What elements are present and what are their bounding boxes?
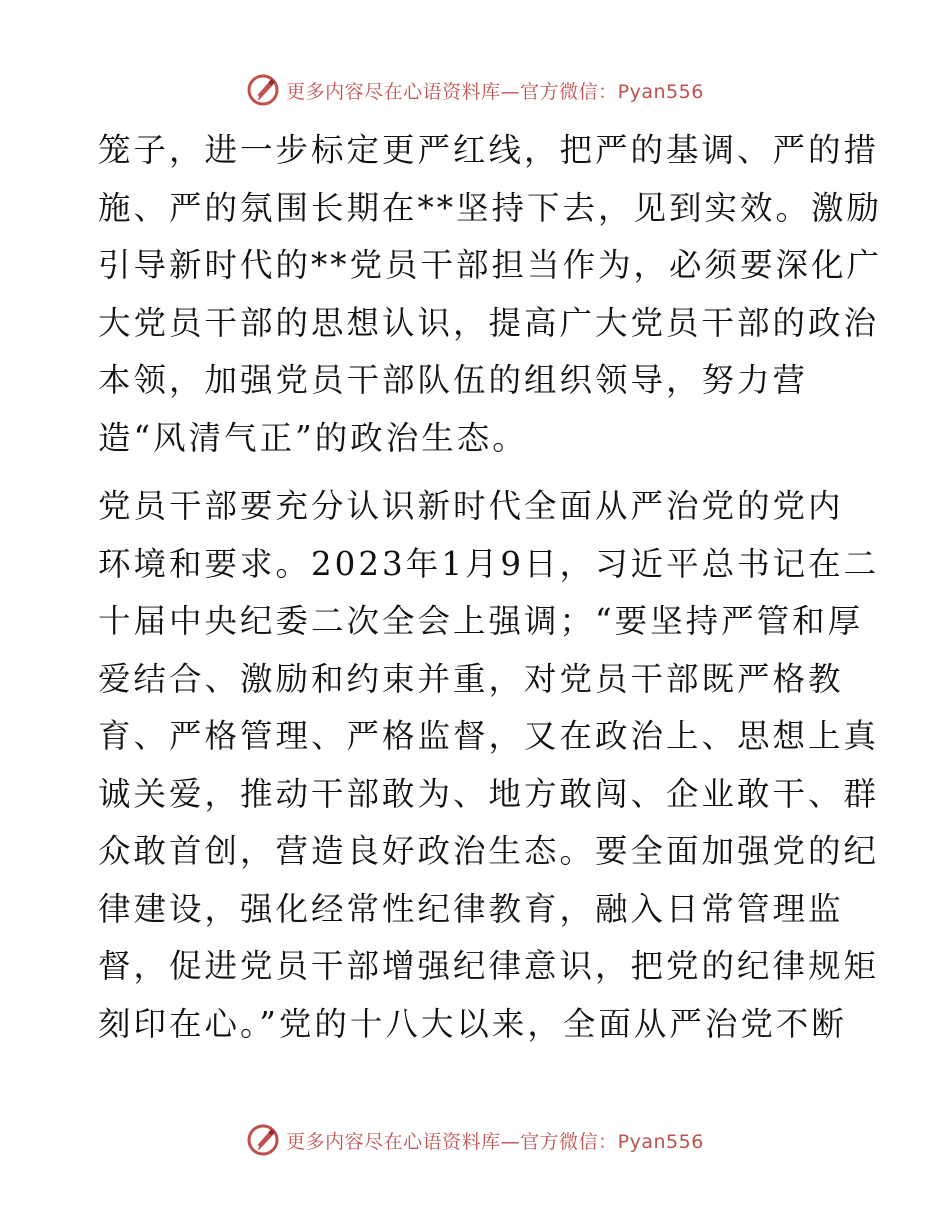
- paragraph-2: [98, 478, 880, 1053]
- text-line: 施、严的氛围长期在**坚持下去，见到实效。激励: [98, 188, 883, 227]
- text-line: 大党员干部的思想认识，提高广大党员干部的政治: [98, 303, 880, 342]
- text-line: 爱结合、激励和约束并重，对党员干部既严格教: [98, 659, 844, 698]
- header-banner-text: 更多内容尽在心语资料库—官方微信：Pyan556: [286, 80, 704, 103]
- footer-banner-text: 更多内容尽在心语资料库—官方微信：Pyan556: [286, 1130, 704, 1153]
- pen-seal-icon: [246, 73, 280, 107]
- document-body: [98, 122, 883, 1053]
- text-line: 十届中央纪委二次全会上强调；“要坚持严管和厚: [98, 602, 864, 640]
- text-line: 笼子，进一步标定更严红线，把严的基调、严的措: [98, 131, 880, 169]
- paragraph-1: [98, 122, 883, 467]
- text-line: 育、严格管理、严格监督，又在政治上、思想上真: [98, 717, 880, 755]
- footer-wechat-id: Pyan556: [617, 1130, 704, 1153]
- paragraph-gap: [98, 467, 850, 478]
- header-wechat-id: Pyan556: [617, 80, 704, 103]
- text-line: 律建设，强化经常性纪律教育，融入日常管理监: [98, 889, 844, 928]
- text-line: 众敢首创，营造良好政治生态。要全面加强党的纪: [98, 832, 880, 870]
- footer-banner: [0, 1118, 950, 1162]
- text-line: 造“风清气正”的政治生态。: [98, 418, 528, 457]
- header-banner: [0, 68, 950, 112]
- text-line: 诚关爱，推动干部敢为、地方敢闯、企业敢干、群: [98, 774, 880, 813]
- pen-seal-icon: [246, 1123, 280, 1157]
- text-line: 引导新时代的**党员干部担当作为，必须要深化广: [98, 246, 883, 284]
- text-line: 刻印在心。”党的十八大以来，全面从严治党不断: [98, 1004, 847, 1043]
- text-line: 督，促进党员干部增强纪律意识，把党的纪律规矩: [98, 947, 880, 985]
- text-line: 环境和要求。2023年1月9日，习近平总书记在二: [98, 544, 880, 583]
- text-line: 党员干部要充分认识新时代全面从严治党的党内: [98, 487, 844, 525]
- text-line: 本领，加强党员干部队伍的组织领导，努力营: [98, 361, 809, 399]
